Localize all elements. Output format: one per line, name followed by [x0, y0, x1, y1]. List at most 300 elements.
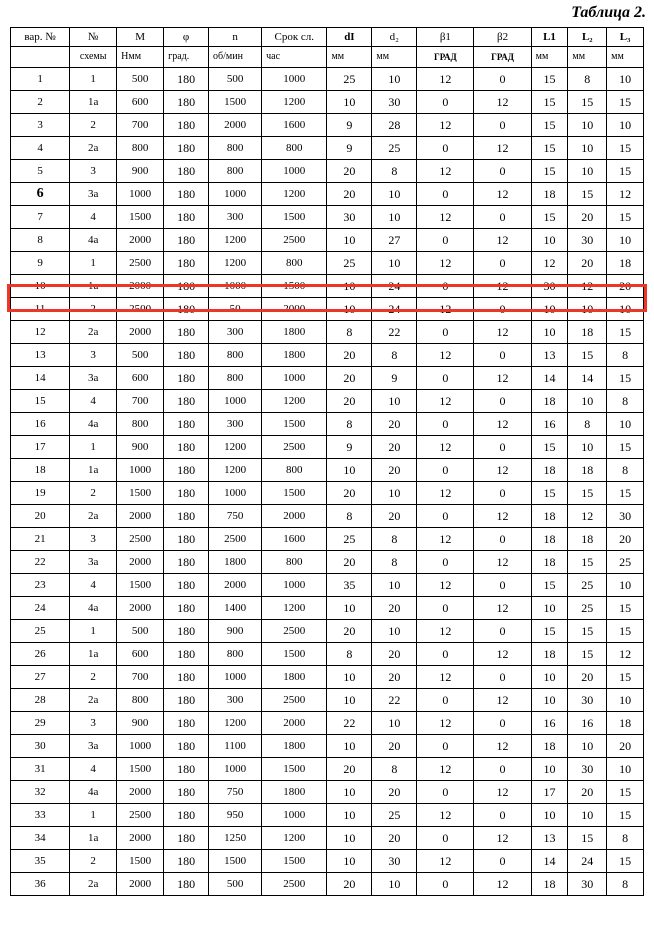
table-cell: 300 [209, 206, 262, 229]
table-cell: 20 [327, 873, 372, 896]
table-cell: 180 [164, 574, 209, 597]
table-cell: 15 [568, 827, 607, 850]
table-cell: 180 [164, 91, 209, 114]
table-cell: 8 [607, 827, 644, 850]
table-cell: 15 [607, 206, 644, 229]
table-cell: 20 [327, 160, 372, 183]
table-cell: 1000 [262, 68, 327, 91]
table-cell: 20 [327, 367, 372, 390]
table-cell: 18 [568, 321, 607, 344]
table-cell: 180 [164, 160, 209, 183]
table-cell: 1000 [262, 367, 327, 390]
table-cell: 16 [531, 413, 568, 436]
table-cell: 20 [372, 505, 417, 528]
table-cell: 25 [568, 574, 607, 597]
table-cell: 20 [372, 436, 417, 459]
table-cell: 12 [474, 689, 531, 712]
table-cell: 4 [70, 390, 117, 413]
unit-cell: Нмм [117, 47, 164, 68]
table-cell: 1200 [262, 390, 327, 413]
table-cell: 10 [531, 689, 568, 712]
table-cell: 1000 [262, 804, 327, 827]
table-cell: 20 [568, 666, 607, 689]
table-cell: 25 [568, 597, 607, 620]
table-cell: 180 [164, 758, 209, 781]
table-cell: 800 [209, 160, 262, 183]
table-cell: 15 [531, 91, 568, 114]
table-cell: 1500 [262, 758, 327, 781]
table-cell: 17 [531, 781, 568, 804]
table-cell: 1500 [117, 850, 164, 873]
table-cell: 1a [70, 827, 117, 850]
table-cell: 12 [474, 597, 531, 620]
table-cell: 1500 [117, 574, 164, 597]
table-cell: 10 [607, 758, 644, 781]
table-cell: 20 [568, 252, 607, 275]
table-cell: 180 [164, 689, 209, 712]
table-cell: 12 [474, 91, 531, 114]
table-cell: 25 [607, 551, 644, 574]
table-cell: 15 [607, 666, 644, 689]
table-cell: 36 [11, 873, 70, 896]
table-cell: 27 [372, 229, 417, 252]
table-cell: 15 [568, 482, 607, 505]
table-cell: 10 [568, 436, 607, 459]
table-row [11, 643, 644, 666]
table-cell: 20 [372, 827, 417, 850]
table-cell: 12 [417, 666, 474, 689]
table-cell: 0 [417, 459, 474, 482]
table-row [11, 298, 644, 321]
table-cell: 180 [164, 321, 209, 344]
table-cell: 10 [531, 229, 568, 252]
table-cell: 10 [568, 114, 607, 137]
table-cell: 15 [11, 390, 70, 413]
table-cell: 700 [117, 666, 164, 689]
table-cell: 10 [531, 758, 568, 781]
table-cell: 25 [11, 620, 70, 643]
table-cell: 8 [372, 528, 417, 551]
table-cell: 1500 [262, 413, 327, 436]
table-cell: 1200 [209, 252, 262, 275]
table-cell: 800 [262, 252, 327, 275]
table-cell: 12 [417, 252, 474, 275]
table-cell: 600 [117, 91, 164, 114]
table-row [11, 528, 644, 551]
table-cell: 15 [607, 436, 644, 459]
table-cell: 24 [372, 275, 417, 298]
table-cell: 10 [372, 712, 417, 735]
table-cell: 15 [607, 850, 644, 873]
table-cell: 8 [372, 344, 417, 367]
table-cell: 180 [164, 229, 209, 252]
table-cell: 10 [568, 160, 607, 183]
table-cell: 20 [372, 413, 417, 436]
table-cell: 19 [11, 482, 70, 505]
table-cell: 20 [372, 643, 417, 666]
table-row [11, 367, 644, 390]
table-cell: 2a [70, 873, 117, 896]
unit-cell: схемы [70, 47, 117, 68]
table-cell: 15 [607, 804, 644, 827]
unit-cell: ГРАД [417, 47, 474, 68]
table-cell: 180 [164, 666, 209, 689]
table-cell: 900 [117, 436, 164, 459]
table-cell: 10 [531, 804, 568, 827]
table-cell: 5 [11, 160, 70, 183]
table-cell: 10 [372, 252, 417, 275]
header-cell: L₃ [607, 28, 644, 47]
table-cell: 10 [327, 804, 372, 827]
table-cell: 180 [164, 873, 209, 896]
table-cell: 950 [209, 804, 262, 827]
table-row [11, 252, 644, 275]
table-cell: 20 [568, 781, 607, 804]
table-cell: 1200 [209, 459, 262, 482]
table-cell: 30 [372, 850, 417, 873]
table-cell: 1000 [209, 482, 262, 505]
table-cell: 15 [568, 91, 607, 114]
table-cell: 24 [372, 298, 417, 321]
table-cell: 50 [209, 298, 262, 321]
table-cell: 2000 [209, 114, 262, 137]
table-row [11, 459, 644, 482]
table-cell: 30 [531, 275, 568, 298]
table-cell: 2 [70, 666, 117, 689]
table-cell: 2 [70, 850, 117, 873]
table-cell: 600 [117, 643, 164, 666]
table-cell: 15 [607, 781, 644, 804]
table-row [11, 620, 644, 643]
table-cell: 16 [11, 413, 70, 436]
table-cell: 0 [417, 781, 474, 804]
table-row [11, 275, 644, 298]
table-cell: 800 [209, 344, 262, 367]
table-cell: 2 [70, 482, 117, 505]
table-cell: 750 [209, 505, 262, 528]
header-cell: dI [327, 28, 372, 47]
table-cell: 15 [607, 91, 644, 114]
table-cell: 2500 [262, 689, 327, 712]
table-cell: 700 [117, 390, 164, 413]
table-cell: 12 [417, 620, 474, 643]
table-cell: 10 [327, 850, 372, 873]
table-cell: 15 [531, 574, 568, 597]
table-cell: 1500 [262, 206, 327, 229]
table-cell: 14 [568, 367, 607, 390]
table-cell: 12 [417, 804, 474, 827]
table-cell: 0 [417, 275, 474, 298]
table-cell: 3a [70, 367, 117, 390]
table-cell: 25 [327, 68, 372, 91]
table-cell: 900 [117, 160, 164, 183]
table-cell: 10 [607, 298, 644, 321]
table-cell: 180 [164, 528, 209, 551]
table-cell: 29 [11, 712, 70, 735]
table-cell: 6 [11, 183, 70, 206]
table-cell: 10 [11, 275, 70, 298]
table-cell: 15 [607, 597, 644, 620]
table-cell: 10 [568, 298, 607, 321]
table-cell: 1000 [262, 574, 327, 597]
table-cell: 20 [11, 505, 70, 528]
table-cell: 8 [11, 229, 70, 252]
table-cell: 22 [372, 689, 417, 712]
table-cell: 3a [70, 183, 117, 206]
table-cell: 2000 [117, 873, 164, 896]
table-row [11, 114, 644, 137]
table-cell: 20 [327, 344, 372, 367]
table-cell: 10 [372, 574, 417, 597]
table-cell: 12 [417, 390, 474, 413]
table-cell: 1500 [262, 482, 327, 505]
table-cell: 180 [164, 712, 209, 735]
table-cell: 12 [417, 344, 474, 367]
table-cell: 2 [11, 91, 70, 114]
table-cell: 9 [327, 137, 372, 160]
table-cell: 20 [327, 758, 372, 781]
table-cell: 180 [164, 482, 209, 505]
table-cell: 1000 [117, 183, 164, 206]
table-cell: 15 [607, 620, 644, 643]
table-cell: 10 [607, 413, 644, 436]
table-cell: 180 [164, 735, 209, 758]
table-cell: 18 [531, 735, 568, 758]
table-cell: 32 [11, 781, 70, 804]
table-cell: 2000 [262, 505, 327, 528]
table-cell: 15 [568, 551, 607, 574]
table-cell: 12 [474, 137, 531, 160]
table-cell: 3a [70, 735, 117, 758]
header-cell: вар. № [11, 28, 70, 47]
table-cell: 1 [11, 68, 70, 91]
table-cell: 300 [209, 413, 262, 436]
table-cell: 26 [11, 643, 70, 666]
table-cell: 180 [164, 436, 209, 459]
table-cell: 2500 [117, 252, 164, 275]
table-cell: 18 [11, 459, 70, 482]
table-cell: 1000 [209, 666, 262, 689]
table-cell: 2500 [262, 620, 327, 643]
table-cell: 1a [70, 643, 117, 666]
table-cell: 10 [327, 298, 372, 321]
table-cell: 10 [607, 68, 644, 91]
table-cell: 10 [372, 873, 417, 896]
table-cell: 180 [164, 298, 209, 321]
table-cell: 8 [372, 758, 417, 781]
table-cell: 800 [209, 643, 262, 666]
table-cell: 180 [164, 804, 209, 827]
table-cell: 1 [70, 436, 117, 459]
table-cell: 1 [70, 620, 117, 643]
table-row [11, 413, 644, 436]
table-cell: 13 [531, 344, 568, 367]
table-cell: 15 [531, 436, 568, 459]
table-cell: 15 [607, 137, 644, 160]
table-cell: 15 [607, 160, 644, 183]
table-cell: 10 [327, 229, 372, 252]
table-row [11, 505, 644, 528]
table-cell: 15 [607, 321, 644, 344]
table-cell: 10 [531, 321, 568, 344]
table-row [11, 666, 644, 689]
table-cell: 500 [117, 620, 164, 643]
table-row [11, 390, 644, 413]
table-cell: 2 [70, 114, 117, 137]
unit-cell: мм [607, 47, 644, 68]
table-cell: 20 [327, 620, 372, 643]
table-cell: 0 [417, 321, 474, 344]
table-cell: 0 [474, 712, 531, 735]
table-cell: 14 [531, 367, 568, 390]
table-cell: 1 [70, 804, 117, 827]
table-cell: 10 [327, 827, 372, 850]
table-cell: 8 [372, 160, 417, 183]
table-cell: 1500 [262, 850, 327, 873]
table-cell: 8 [372, 551, 417, 574]
table-cell: 25 [372, 137, 417, 160]
table-cell: 0 [474, 160, 531, 183]
table-cell: 12 [417, 436, 474, 459]
unit-cell: мм [327, 47, 372, 68]
table-caption: Таблица 2. [571, 4, 646, 21]
table-cell: 1200 [209, 229, 262, 252]
table-cell: 8 [568, 68, 607, 91]
table-cell: 2a [70, 689, 117, 712]
table-cell: 1800 [262, 321, 327, 344]
table-cell: 180 [164, 505, 209, 528]
header-cell: L₂ [568, 28, 607, 47]
table-cell: 11 [11, 298, 70, 321]
table-cell: 1200 [209, 712, 262, 735]
table-cell: 9 [372, 367, 417, 390]
table-cell: 24 [11, 597, 70, 620]
table-cell: 900 [209, 620, 262, 643]
table-cell: 10 [327, 666, 372, 689]
variants-table [10, 27, 644, 896]
table-cell: 180 [164, 252, 209, 275]
unit-cell: мм [372, 47, 417, 68]
table-cell: 1 [70, 68, 117, 91]
table-cell: 18 [531, 873, 568, 896]
table-cell: 750 [209, 781, 262, 804]
unit-cell: мм [568, 47, 607, 68]
units-row [11, 47, 644, 68]
table-row [11, 735, 644, 758]
table-cell: 0 [417, 597, 474, 620]
table-cell: 180 [164, 137, 209, 160]
table-cell: 12 [417, 712, 474, 735]
table-cell: 10 [372, 183, 417, 206]
table-cell: 9 [327, 114, 372, 137]
table-cell: 20 [327, 183, 372, 206]
table-cell: 12 [417, 758, 474, 781]
table-cell: 10 [607, 689, 644, 712]
header-cell: L1 [531, 28, 568, 47]
table-cell: 12 [568, 505, 607, 528]
table-cell: 0 [417, 643, 474, 666]
table-cell: 10 [568, 735, 607, 758]
table-cell: 0 [474, 666, 531, 689]
table-cell: 180 [164, 643, 209, 666]
table-cell: 9 [327, 436, 372, 459]
table-cell: 0 [474, 528, 531, 551]
table-cell: 0 [474, 758, 531, 781]
table-cell: 1250 [209, 827, 262, 850]
table-cell: 8 [327, 321, 372, 344]
table-cell: 10 [327, 597, 372, 620]
table-cell: 2a [70, 505, 117, 528]
table-cell: 15 [531, 206, 568, 229]
table-cell: 0 [417, 137, 474, 160]
table-cell: 12 [417, 850, 474, 873]
table-cell: 1 [70, 252, 117, 275]
table-cell: 12 [417, 574, 474, 597]
table-cell: 2500 [117, 298, 164, 321]
table-cell: 1600 [262, 528, 327, 551]
table-cell: 8 [607, 459, 644, 482]
table-cell: 0 [474, 298, 531, 321]
table-cell: 2000 [117, 229, 164, 252]
table-cell: 12 [474, 413, 531, 436]
table-cell: 12 [474, 321, 531, 344]
unit-cell: час [262, 47, 327, 68]
table-row [11, 597, 644, 620]
table-cell: 12 [531, 252, 568, 275]
table-cell: 10 [372, 390, 417, 413]
table-cell: 34 [11, 827, 70, 850]
table-cell: 1500 [209, 850, 262, 873]
table-cell: 12 [474, 551, 531, 574]
table-row [11, 574, 644, 597]
table-cell: 900 [117, 712, 164, 735]
table-cell: 0 [417, 735, 474, 758]
table-cell: 17 [11, 436, 70, 459]
table-cell: 7 [11, 206, 70, 229]
table-cell: 25 [327, 252, 372, 275]
table-cell: 4 [70, 206, 117, 229]
table-cell: 23 [11, 574, 70, 597]
table-cell: 180 [164, 206, 209, 229]
table-cell: 1500 [262, 275, 327, 298]
table-cell: 1a [70, 91, 117, 114]
table-cell: 28 [372, 114, 417, 137]
table-cell: 10 [327, 689, 372, 712]
table-cell: 10 [568, 390, 607, 413]
header-cell: Срок сл. [262, 28, 327, 47]
table-cell: 20 [372, 459, 417, 482]
table-cell: 15 [531, 114, 568, 137]
table-cell: 2500 [117, 528, 164, 551]
unit-cell: об/мин [209, 47, 262, 68]
table-cell: 24 [568, 850, 607, 873]
table-cell: 12 [474, 873, 531, 896]
table-cell: 15 [531, 137, 568, 160]
table-cell: 2500 [117, 804, 164, 827]
header-cell: β1 [417, 28, 474, 47]
table-cell: 10 [568, 804, 607, 827]
table-cell: 180 [164, 551, 209, 574]
table-cell: 1100 [209, 735, 262, 758]
table-cell: 0 [417, 689, 474, 712]
table-cell: 300 [209, 689, 262, 712]
table-cell: 2000 [262, 712, 327, 735]
table-cell: 12 [417, 114, 474, 137]
table-cell: 10 [568, 137, 607, 160]
table-cell: 180 [164, 68, 209, 91]
table-cell: 0 [474, 574, 531, 597]
table-cell: 12 [11, 321, 70, 344]
